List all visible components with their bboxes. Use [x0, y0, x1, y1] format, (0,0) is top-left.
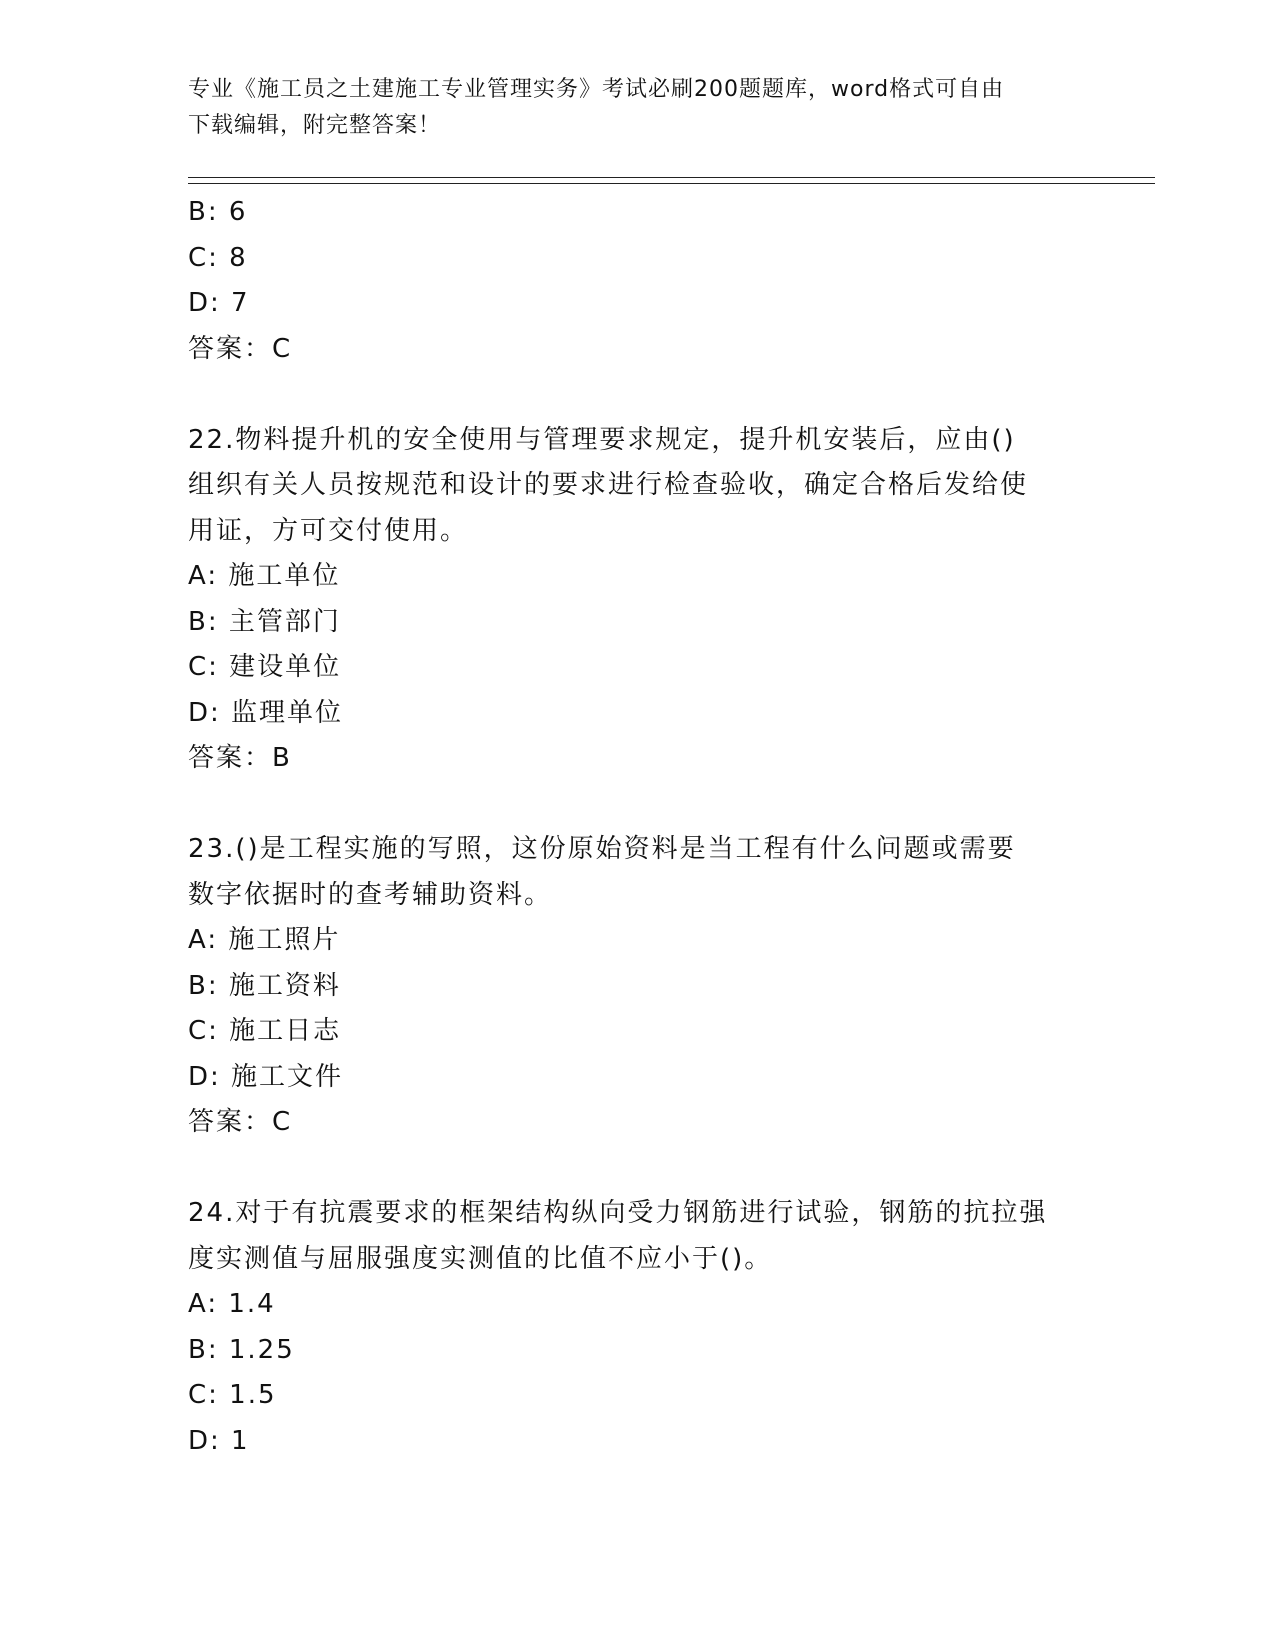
question-24 — [188, 1191, 1088, 1464]
option-d: D: 施工文件 — [188, 1061, 344, 1092]
question-text-line: 22.物料提升机的安全使用与管理要求规定，提升机安装后，应由() — [188, 424, 1016, 455]
option-c: C: 8 — [188, 242, 248, 273]
question-text-line: 度实测值与屈服强度实测值的比值不应小于()。 — [188, 1243, 773, 1274]
option-c: C: 1.5 — [188, 1380, 277, 1410]
answer-label: 答案：C — [188, 1107, 293, 1137]
option-d: D: 1 — [188, 1425, 250, 1456]
question-text-line: 数字依据时的查考辅助资料。 — [188, 879, 553, 910]
spacer — [188, 1146, 1088, 1192]
question-21-tail — [188, 190, 1088, 372]
question-23 — [188, 827, 1088, 1146]
spacer — [188, 782, 1088, 828]
option-d: D: 监理单位 — [188, 697, 344, 728]
option-c: C: 建设单位 — [188, 652, 342, 682]
header-rule-top — [188, 177, 1155, 178]
option-b: B: 施工资料 — [188, 970, 341, 1001]
document-header — [188, 72, 1088, 144]
option-b: B: 6 — [188, 197, 248, 227]
answer-label: 答案：C — [188, 333, 293, 364]
header-line-2: 下载编辑，附完整答案！ — [188, 113, 442, 138]
option-a: A: 1.4 — [188, 1289, 276, 1319]
header-line-1: 专业《施工员之土建施工专业管理实务》考试必刷200题题库，word格式可自由 — [188, 77, 1005, 102]
option-b: B: 1.25 — [188, 1334, 295, 1365]
option-c: C: 施工日志 — [188, 1016, 342, 1046]
question-text-line: 23.()是工程实施的写照，这份原始资料是当工程有什么问题或需要 — [188, 834, 1016, 864]
question-text-line: 24.对于有抗震要求的框架结构纵向受力钢筋进行试验，钢筋的抗拉强 — [188, 1198, 1048, 1228]
option-b: B: 主管部门 — [188, 606, 341, 637]
document-body — [188, 190, 1088, 1464]
question-text-line: 组织有关人员按规范和设计的要求进行检查验收，确定合格后发给使 — [188, 470, 1029, 500]
header-rule-bottom — [188, 183, 1155, 184]
spacer — [188, 372, 1088, 418]
question-22 — [188, 418, 1088, 782]
answer-label: 答案：B — [188, 743, 292, 773]
option-d: D: 7 — [188, 288, 250, 318]
option-a: A: 施工单位 — [188, 561, 341, 591]
option-a: A: 施工照片 — [188, 925, 341, 955]
question-text-line: 用证，方可交付使用。 — [188, 515, 469, 546]
